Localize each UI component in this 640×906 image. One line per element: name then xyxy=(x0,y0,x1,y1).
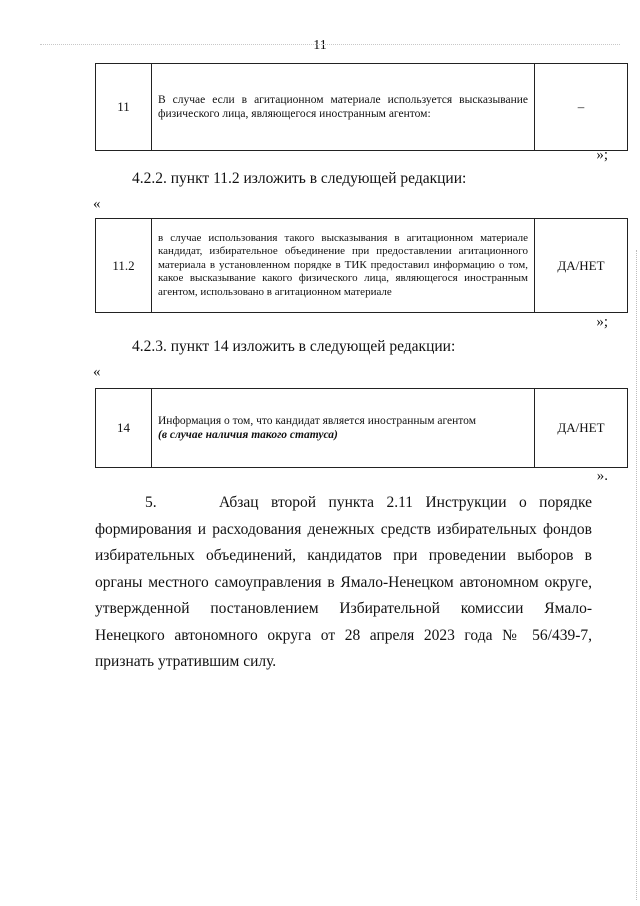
table-row xyxy=(96,389,628,468)
closing-quote: ». xyxy=(596,468,608,484)
section-heading-4-2-2: 4.2.2. пункт 11.2 изложить в следующей редакции: xyxy=(132,170,467,187)
item-value: – xyxy=(535,64,628,151)
item-value: ДА/НЕТ xyxy=(535,389,628,468)
paragraph-number: 5. xyxy=(145,494,157,511)
closing-quote: »; xyxy=(596,147,608,163)
item-number: 11.2 xyxy=(96,219,152,313)
section-heading-4-2-3: 4.2.3. пункт 14 изложить в следующей редакции: xyxy=(132,338,456,355)
page-number: 11 xyxy=(313,38,327,53)
paragraph-text: Абзац второй пункта 2.11 Инструкции о порядке формирования и расходования денежных средств избирательных фондов избирательных объединений, кандидатов при проведении выборов в органы местного самоуправления в Ямало-Ненецком автономном округе, утвержденной постановлением Избирательной комиссии Ямало-Ненецкого автономного округа от 28 апреля 2023 года № 56/439-7, признать утратившим силу. xyxy=(95,494,592,670)
item-text: в случае использования такого высказывания в агитационном материале кандидат, избирательное объединение при предоставлении агитационного материала в установленном порядке в ТИК предоставил информацию о том, какое высказывание какого физического лица, являющегося иностранным агентом, использовано в агитационном материале xyxy=(152,219,535,313)
closing-quote: »; xyxy=(596,314,608,330)
item-text-cell xyxy=(152,389,535,468)
table-row xyxy=(96,64,628,151)
opening-quote: « xyxy=(93,364,101,380)
paragraph-5 xyxy=(95,490,592,676)
item-number: 11 xyxy=(96,64,152,151)
item-text-italic: (в случае наличия такого статуса) xyxy=(158,429,338,441)
scan-edge-line xyxy=(636,250,637,900)
table-item-14 xyxy=(95,388,628,468)
table-item-11-2 xyxy=(95,218,628,313)
table-item-11 xyxy=(95,63,628,151)
scan-artifact-line xyxy=(40,44,620,45)
item-text: В случае если в агитационном материале используется высказывание физического лица, являющегося иностранным агентом: xyxy=(152,64,535,151)
item-text: Информация о том, что кандидат является иностранным агентом xyxy=(158,415,476,427)
opening-quote: « xyxy=(93,196,101,212)
item-number: 14 xyxy=(96,389,152,468)
item-value: ДА/НЕТ xyxy=(535,219,628,313)
table-row xyxy=(96,219,628,313)
